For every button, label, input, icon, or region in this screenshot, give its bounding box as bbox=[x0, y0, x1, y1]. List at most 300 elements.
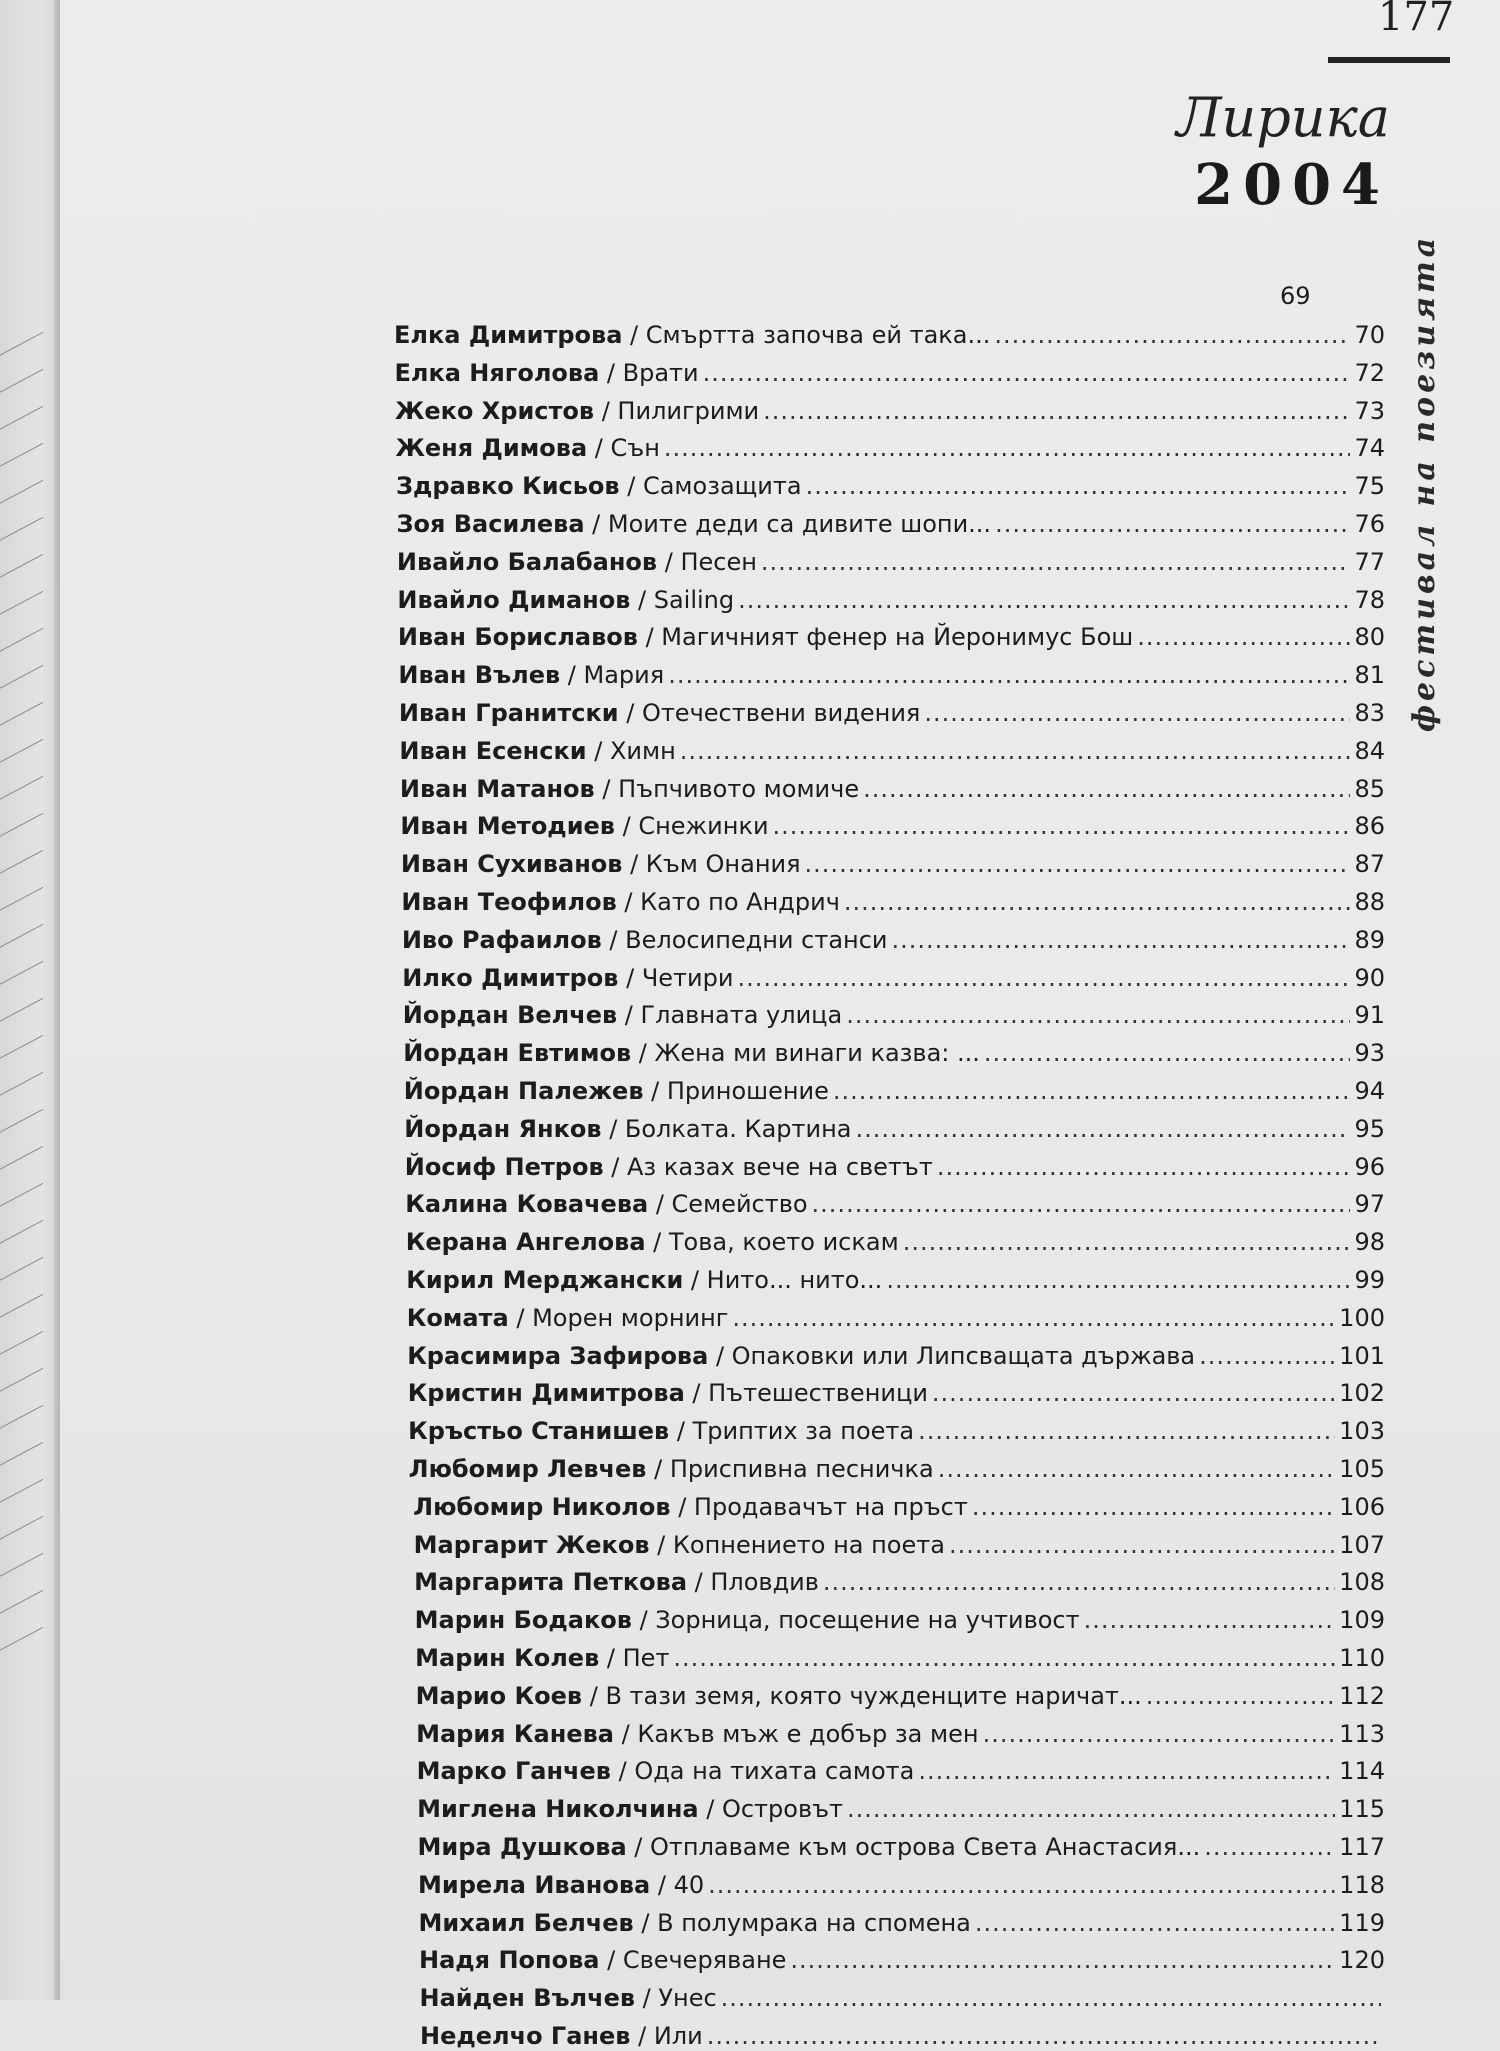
toc-leader-dots bbox=[1146, 1681, 1335, 1711]
toc-page-number: 100 bbox=[1339, 1303, 1385, 1332]
facing-page-mark bbox=[0, 776, 43, 805]
toc-author: Йосиф Петров bbox=[404, 1152, 604, 1181]
toc-leader-dots bbox=[703, 358, 1351, 388]
toc-poem-title: Снежинки bbox=[638, 812, 769, 841]
toc-separator: / bbox=[622, 850, 646, 879]
toc-entry bbox=[397, 547, 1385, 577]
toc-separator: / bbox=[601, 1114, 625, 1143]
toc-poem-title: Приношение bbox=[666, 1077, 829, 1105]
facing-page-edge bbox=[0, 0, 60, 2000]
toc-separator: / bbox=[619, 472, 643, 501]
toc-page-number: 115 bbox=[1339, 1795, 1385, 1824]
toc-page-number: 103 bbox=[1339, 1417, 1385, 1446]
toc-poem-title: Свечеряване bbox=[622, 1946, 787, 1975]
section-year: 2004 bbox=[1194, 152, 1390, 218]
toc-leader-dots bbox=[918, 1756, 1335, 1786]
toc-leader-dots bbox=[737, 963, 1350, 993]
toc-separator: / bbox=[617, 1001, 641, 1030]
toc-separator: / bbox=[618, 963, 642, 992]
toc-leader-dots bbox=[949, 1530, 1335, 1560]
toc-author: Кръстьо Станишев bbox=[408, 1417, 670, 1446]
toc-entry bbox=[404, 1076, 1385, 1106]
toc-page-number: 83 bbox=[1354, 699, 1385, 727]
toc-author: Калина Ковачева bbox=[405, 1190, 649, 1219]
toc-separator: / bbox=[630, 585, 654, 614]
toc-leader-dots bbox=[738, 585, 1350, 615]
facing-page-mark bbox=[0, 887, 43, 916]
toc-author: Марин Бодаков bbox=[414, 1606, 632, 1635]
toc-poem-title: Аз казах вече на светът bbox=[627, 1152, 933, 1181]
toc-leader-dots bbox=[938, 1454, 1335, 1484]
toc-poem-title: Магичният фенер на Йеронимус Бош bbox=[661, 623, 1134, 652]
toc-author: Иво Рафаилов bbox=[401, 925, 602, 954]
toc-separator: / bbox=[594, 396, 618, 425]
toc-poem-title: В тази земя, която чужденците наричат... bbox=[605, 1681, 1142, 1710]
toc-entry bbox=[420, 1983, 1385, 2013]
toc-leader-dots bbox=[1137, 622, 1350, 652]
toc-leader-dots bbox=[668, 660, 1350, 690]
toc-page-number: 117 bbox=[1339, 1833, 1385, 1861]
toc-leader-dots bbox=[761, 547, 1351, 577]
toc-page-number: 101 bbox=[1339, 1341, 1385, 1370]
toc-page-number: 77 bbox=[1354, 547, 1385, 576]
toc-leader-dots bbox=[680, 736, 1351, 766]
toc-page-number: 97 bbox=[1354, 1190, 1385, 1219]
toc-leader-dots bbox=[1199, 1341, 1335, 1371]
toc-entry bbox=[416, 1719, 1385, 1749]
toc-leader-dots bbox=[856, 1114, 1351, 1144]
toc-poem-title: Мария bbox=[583, 661, 665, 690]
toc-poem-title: Четири bbox=[641, 963, 734, 992]
facing-page-mark bbox=[0, 1590, 43, 1619]
toc-separator: / bbox=[669, 1417, 693, 1446]
toc-leader-dots bbox=[846, 1000, 1350, 1030]
toc-poem-title: Копнението на поета bbox=[672, 1530, 945, 1559]
toc-author: Мария Канева bbox=[416, 1719, 614, 1748]
toc-entry bbox=[403, 1000, 1385, 1030]
facing-page-mark bbox=[0, 1072, 43, 1101]
toc-author: Ивайло Балабанов bbox=[396, 547, 658, 576]
toc-page-number: 118 bbox=[1339, 1870, 1385, 1899]
toc-poem-title: Зорница, посещение на учтивост bbox=[655, 1606, 1080, 1635]
facing-page-mark bbox=[0, 1368, 43, 1397]
toc-page-number: 108 bbox=[1339, 1568, 1385, 1597]
toc-author: Неделчо Ганев bbox=[420, 2022, 631, 2050]
toc-author: Любомир Николов bbox=[413, 1492, 671, 1521]
toc-page-number: 78 bbox=[1354, 585, 1385, 614]
toc-poem-title: Болката. Картина bbox=[624, 1114, 852, 1143]
facing-page-mark bbox=[0, 480, 43, 509]
facing-page-mark bbox=[0, 1257, 43, 1286]
page-number: 177 bbox=[1378, 0, 1455, 40]
toc-leader-dots bbox=[823, 1567, 1335, 1597]
toc-leader-dots bbox=[1204, 1832, 1335, 1862]
vertical-caption: фестивал на поезията bbox=[1407, 233, 1442, 732]
facing-page-mark bbox=[0, 1220, 43, 1249]
toc-entry bbox=[397, 585, 1385, 615]
facing-page-mark bbox=[0, 665, 43, 694]
toc-separator: / bbox=[610, 1757, 635, 1786]
toc-entry bbox=[395, 396, 1385, 426]
toc-separator: / bbox=[649, 1530, 673, 1559]
toc-separator: / bbox=[614, 812, 639, 841]
toc-poem-title: Жена ми винаги казва: ... bbox=[654, 1039, 980, 1068]
toc-entry bbox=[408, 1378, 1385, 1408]
toc-separator: / bbox=[618, 699, 642, 727]
toc-poem-title: Пъпчивото момиче bbox=[618, 774, 860, 803]
toc-leader-dots bbox=[984, 1038, 1351, 1068]
toc-separator: / bbox=[582, 1681, 606, 1710]
toc-entry bbox=[402, 963, 1385, 993]
toc-poem-title: Врати bbox=[622, 358, 699, 387]
toc-author: Йордан Янков bbox=[404, 1114, 602, 1143]
toc-entry bbox=[401, 887, 1385, 917]
toc-author: Женя Димова bbox=[395, 434, 588, 463]
toc-entry bbox=[396, 471, 1385, 501]
toc-leader-dots bbox=[790, 1945, 1335, 1975]
facing-page-mark bbox=[0, 1146, 43, 1175]
toc-poem-title: Като по Андрич bbox=[640, 888, 840, 916]
toc-author: Здравко Кисьов bbox=[395, 472, 620, 501]
toc-separator: / bbox=[508, 1303, 533, 1332]
toc-page-number: 89 bbox=[1354, 925, 1385, 954]
toc-entry bbox=[403, 1038, 1385, 1068]
toc-entry bbox=[394, 320, 1385, 350]
toc-poem-title: 40 bbox=[673, 1870, 705, 1899]
toc-page-number: 107 bbox=[1339, 1530, 1385, 1559]
toc-author: Иван Гранитски bbox=[398, 699, 619, 727]
toc-separator: / bbox=[631, 1606, 656, 1635]
toc-entry bbox=[418, 1832, 1385, 1862]
toc-entry bbox=[400, 811, 1385, 841]
toc-author: Елка Няголова bbox=[394, 358, 600, 387]
toc-entry bbox=[415, 1605, 1385, 1635]
toc-leader-dots bbox=[975, 1908, 1335, 1938]
facing-page-mark bbox=[0, 628, 43, 657]
toc-author: Комата bbox=[406, 1303, 509, 1332]
toc-leader-dots bbox=[903, 1227, 1351, 1257]
toc-poem-title: Химн bbox=[609, 736, 676, 765]
toc-poem-title: Отплаваме към острова Света Анастасия... bbox=[650, 1833, 1201, 1861]
toc-poem-title: Пътешественици bbox=[708, 1379, 928, 1408]
toc-page-number: 114 bbox=[1339, 1757, 1385, 1786]
facing-page-mark bbox=[0, 1183, 43, 1212]
toc-page-number: 112 bbox=[1339, 1681, 1385, 1710]
toc-entry bbox=[404, 1114, 1385, 1144]
toc-poem-title: Приспивна песничка bbox=[669, 1455, 934, 1483]
toc-author: Кирил Мерджански bbox=[406, 1266, 684, 1294]
toc-leader-dots bbox=[1084, 1605, 1336, 1635]
toc-entry bbox=[417, 1794, 1385, 1824]
toc-author: Керана Ангелова bbox=[405, 1228, 646, 1257]
toc-leader-dots bbox=[812, 1189, 1351, 1219]
toc-separator: / bbox=[616, 888, 641, 916]
toc-page-number: 88 bbox=[1354, 888, 1385, 916]
facing-page-mark bbox=[0, 924, 43, 953]
toc-separator: / bbox=[646, 1455, 670, 1483]
toc-page-number: 80 bbox=[1354, 623, 1385, 652]
toc-poem-title: Нито... нито... bbox=[706, 1266, 883, 1294]
toc-entry bbox=[406, 1227, 1385, 1257]
toc-page-number: 72 bbox=[1354, 358, 1385, 387]
toc-entry bbox=[407, 1341, 1385, 1371]
toc-separator: / bbox=[657, 547, 681, 576]
toc-separator: / bbox=[594, 774, 619, 803]
toc-author: Марин Колев bbox=[415, 1644, 600, 1672]
toc-leader-dots bbox=[732, 1303, 1335, 1333]
toc-separator: / bbox=[708, 1341, 732, 1370]
toc-leader-dots bbox=[806, 471, 1351, 501]
facing-page-mark bbox=[0, 369, 43, 398]
facing-page-mark bbox=[0, 332, 43, 361]
toc-author: Иван Методиев bbox=[400, 812, 615, 841]
toc-leader-dots bbox=[673, 1643, 1335, 1673]
toc-poem-title: Пловдив bbox=[710, 1568, 819, 1597]
toc-entry bbox=[415, 1643, 1385, 1673]
toc-separator: / bbox=[683, 1266, 707, 1294]
toc-page-number: 76 bbox=[1354, 510, 1385, 538]
toc-leader-dots bbox=[708, 1870, 1335, 1900]
toc-entry bbox=[418, 1870, 1385, 1900]
toc-page-number: 102 bbox=[1339, 1379, 1385, 1408]
toc-poem-title: Пилигрими bbox=[617, 396, 760, 425]
toc-page-number: 75 bbox=[1354, 472, 1385, 501]
toc-author: Красимира Зафирова bbox=[407, 1341, 709, 1370]
toc-page-number: 106 bbox=[1339, 1492, 1385, 1521]
toc-author: Иван Сухиванов bbox=[400, 850, 623, 879]
toc-poem-title: Моите деди са дивите шопи... bbox=[607, 510, 992, 538]
facing-page-mark bbox=[0, 998, 43, 1027]
toc-leader-dots bbox=[763, 396, 1350, 426]
toc-entry bbox=[398, 622, 1385, 652]
toc-poem-title: Какъв мъж е добър за мен bbox=[637, 1719, 979, 1748]
toc-author: Любомир Левчев bbox=[408, 1455, 647, 1483]
toc-leader-dots bbox=[664, 433, 1351, 463]
toc-separator: / bbox=[560, 661, 584, 690]
toc-page-number: 74 bbox=[1354, 434, 1385, 463]
toc-page-number: 119 bbox=[1339, 1908, 1385, 1937]
toc-page-number: 113 bbox=[1339, 1719, 1385, 1748]
toc-entry bbox=[405, 1152, 1385, 1182]
toc-poem-title: Песен bbox=[680, 547, 757, 576]
toc-leader-dots bbox=[863, 774, 1350, 804]
toc-page-number: 98 bbox=[1354, 1228, 1385, 1257]
toc-poem-title: Островът bbox=[721, 1795, 844, 1824]
toc-page-number: 87 bbox=[1354, 850, 1385, 879]
toc-separator: / bbox=[643, 1077, 667, 1105]
toc-author: Маргарита Петкова bbox=[414, 1568, 688, 1597]
book-page bbox=[60, 0, 1500, 2050]
toc-separator: / bbox=[626, 1833, 650, 1861]
toc-author: Елка Димитрова bbox=[394, 321, 623, 349]
toc-poem-title: Морен морнинг bbox=[532, 1303, 729, 1332]
toc-entry bbox=[417, 1756, 1385, 1786]
toc-separator: / bbox=[633, 1908, 658, 1937]
facing-page-mark bbox=[0, 702, 43, 731]
toc-entry bbox=[398, 660, 1385, 690]
toc-author: Марко Ганчев bbox=[416, 1757, 611, 1786]
toc-author: Кристин Димитрова bbox=[407, 1379, 685, 1408]
table-of-contents bbox=[60, 0, 1500, 2050]
facing-page-mark bbox=[0, 554, 43, 583]
toc-page-number: 81 bbox=[1354, 661, 1385, 690]
toc-entry bbox=[402, 925, 1385, 955]
facing-page-mark bbox=[0, 1516, 43, 1545]
toc-leader-dots bbox=[994, 320, 1350, 350]
toc-page-number: 110 bbox=[1339, 1644, 1385, 1672]
toc-leader-dots bbox=[918, 1416, 1335, 1446]
toc-author: Маргарит Жеков bbox=[413, 1530, 650, 1559]
facing-page-mark bbox=[0, 739, 43, 768]
toc-poem-title: Триптих за поета bbox=[692, 1417, 915, 1446]
toc-page-number: 73 bbox=[1354, 396, 1385, 425]
facing-page-mark bbox=[0, 591, 43, 620]
toc-entry bbox=[399, 736, 1385, 766]
toc-separator: / bbox=[599, 1946, 623, 1975]
toc-author: Йордан Палежев bbox=[403, 1077, 644, 1105]
toc-poem-title: Семейство bbox=[671, 1190, 808, 1219]
toc-author: Иван Есенски bbox=[399, 736, 587, 765]
toc-entry bbox=[407, 1303, 1385, 1333]
toc-author: Иван Матанов bbox=[399, 774, 595, 803]
facing-page-mark bbox=[0, 1405, 43, 1434]
toc-page-number: 85 bbox=[1354, 774, 1385, 803]
toc-leader-dots bbox=[995, 509, 1350, 539]
toc-separator: / bbox=[587, 434, 611, 463]
toc-entry bbox=[419, 1945, 1385, 1975]
toc-poem-title: Отечествени видения bbox=[641, 699, 921, 727]
toc-entry bbox=[413, 1492, 1385, 1522]
facing-page-mark bbox=[0, 1331, 43, 1360]
facing-page-mark bbox=[0, 961, 43, 990]
toc-leader-dots bbox=[886, 1265, 1350, 1295]
toc-leader-dots bbox=[844, 887, 1351, 917]
toc-author: Зоя Василева bbox=[396, 510, 585, 538]
toc-poem-title: Или bbox=[653, 2022, 703, 2050]
toc-entry bbox=[405, 1189, 1385, 1219]
toc-entry bbox=[416, 1681, 1385, 1711]
toc-author: Йордан Евтимов bbox=[403, 1039, 632, 1068]
facing-page-mark bbox=[0, 1553, 43, 1582]
toc-entry bbox=[399, 698, 1385, 728]
toc-page-number: 99 bbox=[1354, 1266, 1385, 1294]
toc-page-number: 96 bbox=[1354, 1152, 1385, 1181]
toc-leader-dots bbox=[833, 1076, 1351, 1106]
toc-separator: / bbox=[648, 1190, 672, 1219]
toc-page-number: 84 bbox=[1354, 736, 1385, 765]
toc-poem-title: Към Онания bbox=[645, 850, 801, 879]
facing-page-mark bbox=[0, 517, 43, 546]
facing-page-mark bbox=[0, 850, 43, 879]
toc-entry bbox=[395, 433, 1385, 463]
toc-author: Миглена Николчина bbox=[417, 1795, 699, 1824]
facing-page-mark bbox=[0, 813, 43, 842]
toc-poem-title: Продавачът на пръст bbox=[693, 1492, 968, 1521]
toc-separator: / bbox=[599, 358, 623, 387]
toc-poem-title: Ода на тихата самота bbox=[634, 1757, 915, 1786]
facing-page-mark bbox=[0, 1479, 43, 1508]
toc-poem-title: Пет bbox=[622, 1644, 670, 1672]
toc-separator: / bbox=[635, 1984, 659, 2013]
toc-entry bbox=[414, 1530, 1385, 1560]
toc-leader-dots bbox=[924, 698, 1350, 728]
toc-entry bbox=[401, 849, 1385, 879]
toc-poem-title: В полумрака на спомена bbox=[657, 1908, 971, 1937]
toc-author: Ивайло Диманов bbox=[397, 585, 631, 614]
toc-entry bbox=[394, 358, 1385, 388]
toc-separator: / bbox=[603, 1152, 628, 1181]
toc-page-number: 109 bbox=[1339, 1606, 1385, 1635]
toc-leader-dots bbox=[892, 925, 1351, 955]
toc-author: Михаил Белчев bbox=[418, 1908, 634, 1937]
toc-author: Иван Вълев bbox=[398, 661, 561, 690]
toc-poem-title: Това, което искам bbox=[668, 1228, 899, 1257]
toc-entry bbox=[396, 509, 1385, 539]
toc-leader-dots bbox=[983, 1719, 1336, 1749]
toc-separator: / bbox=[637, 623, 662, 652]
toc-separator: / bbox=[670, 1492, 694, 1521]
toc-author: Иван Бориславов bbox=[397, 623, 638, 652]
toc-separator: / bbox=[599, 1644, 623, 1672]
toc-entry bbox=[406, 1265, 1385, 1295]
section-title: Лирика bbox=[1176, 86, 1390, 149]
facing-page-mark bbox=[0, 1294, 43, 1323]
toc-separator: / bbox=[586, 736, 610, 765]
toc-page-number: 91 bbox=[1354, 1001, 1385, 1030]
toc-author: Марио Коев bbox=[415, 1681, 583, 1710]
toc-separator: / bbox=[698, 1795, 722, 1824]
toc-entry bbox=[400, 774, 1385, 804]
facing-page-mark bbox=[0, 443, 43, 472]
toc-separator: / bbox=[684, 1379, 709, 1408]
toc-page-number: 120 bbox=[1339, 1946, 1385, 1975]
toc-poem-title: Унес bbox=[658, 1984, 717, 2013]
toc-author: Йордан Велчев bbox=[402, 1001, 618, 1030]
toc-page-number: 86 bbox=[1354, 812, 1385, 841]
toc-page-number: 90 bbox=[1354, 963, 1385, 992]
toc-leader-dots bbox=[847, 1794, 1335, 1824]
toc-entry bbox=[419, 1908, 1385, 1938]
facing-page-mark bbox=[0, 406, 43, 435]
toc-author: Мирела Иванова bbox=[418, 1870, 651, 1899]
toc-separator: / bbox=[631, 1039, 655, 1068]
toc-entry bbox=[420, 2021, 1385, 2051]
toc-author: Иван Теофилов bbox=[401, 888, 617, 916]
toc-author: Жеко Христов bbox=[394, 396, 595, 425]
toc-entry bbox=[409, 1454, 1385, 1484]
toc-author: Мира Душкова bbox=[417, 1833, 627, 1861]
toc-separator: / bbox=[613, 1719, 638, 1748]
toc-page-number: 95 bbox=[1354, 1114, 1385, 1143]
toc-entry bbox=[408, 1416, 1385, 1446]
toc-author: Илко Димитров bbox=[402, 963, 619, 992]
toc-author: Надя Попова bbox=[419, 1946, 600, 1975]
toc-separator: / bbox=[630, 2022, 654, 2050]
toc-separator: / bbox=[601, 925, 626, 954]
toc-page-number: 70 bbox=[1354, 321, 1385, 349]
toc-page-number: 93 bbox=[1354, 1039, 1385, 1068]
toc-separator: / bbox=[687, 1568, 711, 1597]
toc-separator: / bbox=[650, 1870, 674, 1899]
toc-leader-dots bbox=[773, 811, 1351, 841]
toc-leader-dots bbox=[972, 1492, 1335, 1522]
toc-page-number: 94 bbox=[1354, 1077, 1385, 1105]
facing-page-mark bbox=[0, 1035, 43, 1064]
facing-page-mark bbox=[0, 1627, 43, 1656]
toc-leader-dots bbox=[805, 849, 1351, 879]
toc-separator: / bbox=[584, 510, 608, 538]
toc-poem-title: Сън bbox=[610, 434, 660, 463]
